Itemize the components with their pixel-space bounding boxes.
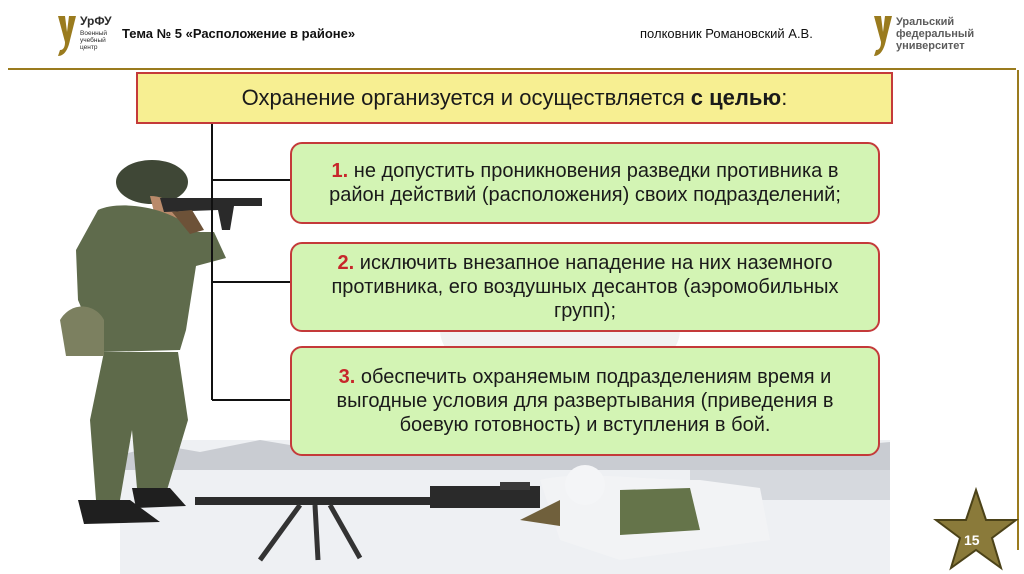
goal-item-body: обеспечить охраняемым подразделениям время и выгодные условия для развертывания (приведения в боевую готовность) и вступления в бой. (336, 366, 834, 436)
logo-subtitle: Военный учебный центр (80, 30, 108, 51)
goal-heading (136, 72, 893, 124)
goal-item-number: 1. (331, 160, 349, 182)
star-badge (936, 490, 1016, 568)
goal-item-body: исключить внезапное нападение на них наземного противника, его воздушных десантов (аэромобильных групп); (331, 252, 839, 322)
university-name-line: федеральный (896, 28, 975, 40)
goal-item-body: не допустить проникновения разведки противника в район действий (расположения) своих подразделений; (329, 160, 841, 206)
ural-university-logo (872, 14, 992, 60)
goal-item-3 (290, 346, 880, 456)
university-logo-icon (872, 14, 894, 58)
logo-name: УрФУ (80, 14, 112, 28)
university-name-line: университет (896, 40, 965, 52)
goal-item-text (306, 251, 864, 323)
page-number: 15 (964, 532, 980, 548)
goal-item-text (306, 159, 864, 207)
goal-item-text (306, 365, 864, 437)
goal-heading-colon: : (781, 85, 788, 110)
slide-topic: Тема № 5 «Расположение в районе» (122, 26, 356, 41)
goal-item-2 (290, 242, 880, 332)
urfu-military-logo (56, 14, 116, 60)
goal-heading-emphasis: с целью (690, 85, 782, 110)
university-name-line: Уральский (896, 16, 955, 28)
goal-item-1 (290, 142, 880, 224)
goal-item-number: 2. (337, 252, 355, 274)
university-name (896, 16, 974, 52)
author-name: полковник Романовский А.В. (640, 26, 813, 41)
goal-item-number: 3. (338, 366, 356, 388)
connector-lines (212, 124, 292, 400)
goal-heading-text: Охранение организуется и осуществляется (241, 85, 685, 110)
urfu-logo-icon (56, 14, 78, 58)
slide-header (0, 0, 1024, 68)
